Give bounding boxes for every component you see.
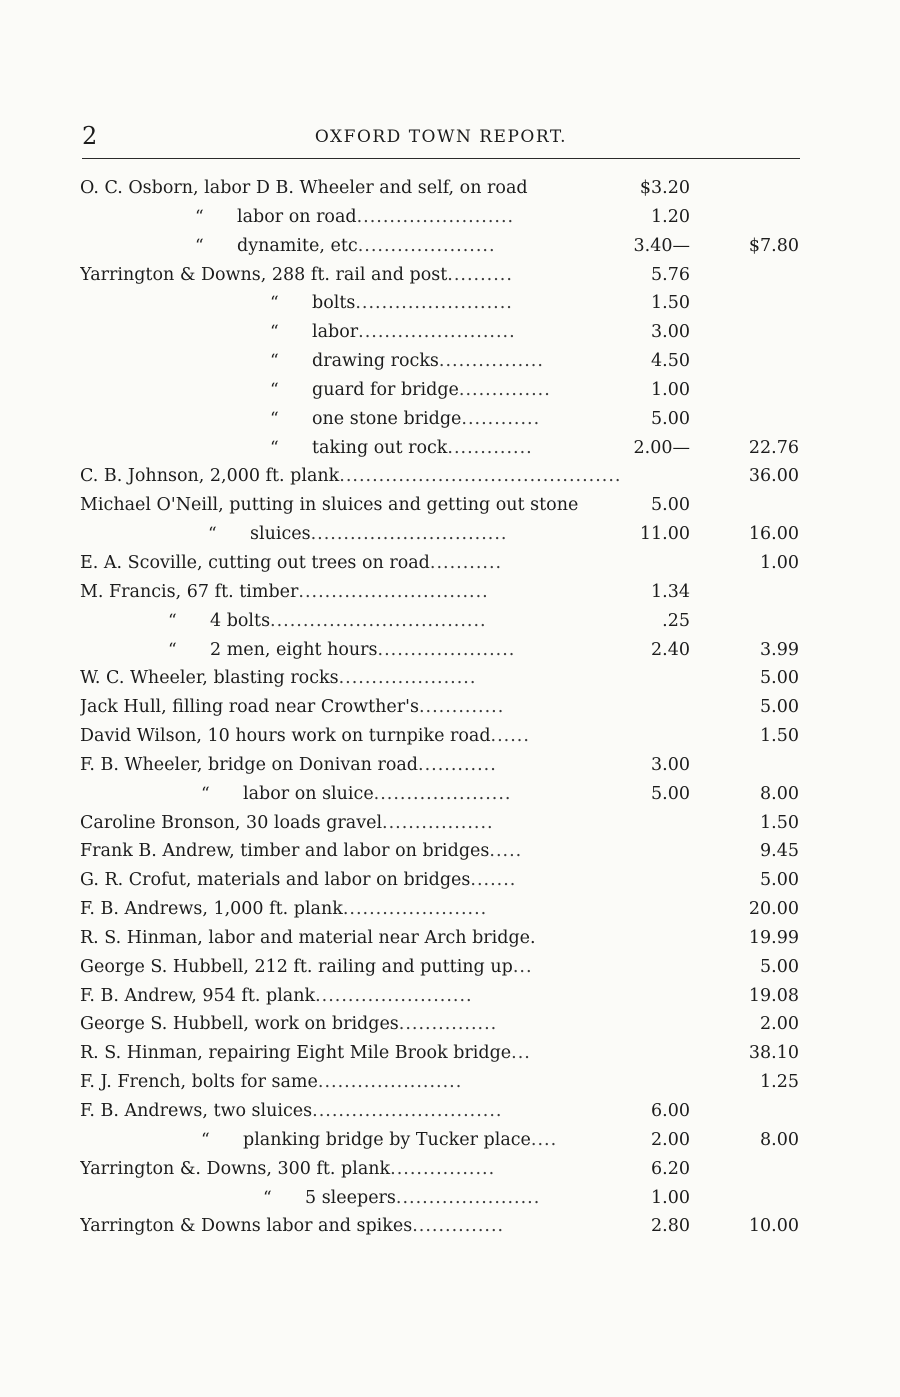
ditto-mark: “ [195, 206, 204, 227]
entry-text: 4 bolts [210, 610, 271, 631]
dot-leader: ....... [470, 870, 517, 891]
dot-leader: ................ [390, 1158, 496, 1179]
ledger-row [0, 953, 900, 982]
total-amount: 1.25 [760, 1072, 799, 1093]
item-amount: 1.00 [651, 379, 690, 400]
ditto-mark: “ [270, 408, 279, 429]
ditto-mark: “ [270, 351, 279, 372]
entry-description [80, 809, 494, 838]
entry-text: labor on sluice [243, 783, 374, 804]
item-amount: 2.80 [651, 1216, 690, 1237]
entry-description [80, 261, 513, 290]
entry-text: 2 men, eight hours [210, 639, 378, 660]
entry-description [312, 405, 540, 434]
ledger-row [0, 462, 900, 491]
total-amount: 2.00 [760, 1014, 799, 1035]
entry-text: Michael O'Neill, putting in sluices and getting out stone [80, 495, 579, 516]
entry-description [80, 866, 516, 895]
ledger-row [0, 982, 900, 1011]
item-amount: 11.00 [639, 524, 690, 545]
entry-text: Yarrington &. Downs, 300 ft. plank [80, 1158, 391, 1179]
entry-text: Frank B. Andrew, timber and labor on bridges [80, 841, 490, 862]
entry-text: planking bridge by Tucker place [243, 1129, 531, 1150]
dot-leader: ............ [461, 408, 541, 429]
entry-text: sluices [250, 524, 311, 545]
entry-description [80, 982, 473, 1011]
item-amount: 4.50 [651, 351, 690, 372]
dot-leader: ........................ [355, 293, 513, 314]
dot-leader: .... [530, 1129, 558, 1150]
header-rule [82, 158, 800, 159]
entry-description [80, 1212, 504, 1241]
entry-text: C. B. Johnson, 2,000 ft. plank [80, 466, 340, 487]
ledger-row [0, 924, 900, 953]
entry-text: Jack Hull, filling road near Crowther's [80, 697, 419, 718]
total-amount: 8.00 [760, 783, 799, 804]
item-amount: 1.20 [651, 206, 690, 227]
entry-description [80, 1039, 531, 1068]
ledger-row [0, 1068, 900, 1097]
total-amount: 19.99 [748, 927, 799, 948]
entry-text: one stone bridge [312, 408, 462, 429]
item-amount: 1.34 [651, 581, 690, 602]
ditto-mark: “ [201, 1129, 210, 1150]
ledger-row [0, 434, 900, 463]
entry-text: M. Francis, 67 ft. timber [80, 581, 299, 602]
item-amount: 1.50 [651, 293, 690, 314]
ledger-row [0, 261, 900, 290]
ledger-row [0, 232, 900, 261]
page-number: 2 [82, 122, 98, 150]
item-amount: 2.40 [651, 639, 690, 660]
ledger-row [0, 1212, 900, 1241]
total-amount: 10.00 [748, 1216, 799, 1237]
entry-text: W. C. Wheeler, blasting rocks [80, 668, 339, 689]
ledger-row [0, 809, 900, 838]
total-amount: 1.50 [760, 726, 799, 747]
dot-leader: ..... [489, 841, 523, 862]
entry-text: labor on road [237, 206, 357, 227]
entry-text: R. S. Hinman, repairing Eight Mile Brook bridge [80, 1043, 512, 1064]
entry-text: F. B. Andrews, two sluices [80, 1101, 313, 1121]
expense-ledger [0, 174, 900, 1241]
dot-leader: ........................ [356, 206, 515, 227]
entry-description [312, 376, 551, 405]
dot-leader: ...................... [395, 1187, 541, 1208]
entry-description [80, 924, 536, 953]
ditto-mark: “ [168, 610, 177, 631]
dot-leader: ..................... [338, 668, 477, 689]
item-amount: 5.00 [651, 408, 690, 429]
total-amount: 5.00 [760, 668, 799, 689]
item-amount: 3.00 [651, 754, 690, 775]
entry-description [80, 174, 528, 203]
dot-leader: ...................... [342, 899, 488, 920]
total-amount: 3.99 [760, 639, 799, 660]
item-amount: 6.20 [651, 1158, 690, 1179]
ditto-mark: “ [270, 437, 279, 458]
entry-description [243, 780, 512, 809]
dot-leader: ... [511, 1043, 531, 1064]
total-amount: 1.00 [760, 552, 799, 573]
ledger-row [0, 549, 900, 578]
ditto-mark: “ [201, 783, 210, 804]
entry-description [80, 549, 502, 578]
ditto-mark: “ [168, 639, 177, 660]
entry-description [210, 636, 515, 665]
ledger-row [0, 1126, 900, 1155]
total-amount: 38.10 [748, 1043, 799, 1064]
ledger-row [0, 376, 900, 405]
entry-text: R. S. Hinman, labor and material near Arch bridge. [80, 927, 536, 948]
dot-leader: ............................. [312, 1101, 503, 1121]
ledger-row [0, 895, 900, 924]
dot-leader: ................................. [270, 610, 487, 631]
dot-leader: ...... [490, 726, 530, 747]
dot-leader: ...................... [317, 1072, 463, 1093]
entry-text: Yarrington & Downs, 288 ft. rail and post [80, 264, 448, 285]
entry-text: labor [312, 322, 359, 343]
total-amount: 16.00 [748, 524, 799, 545]
dot-leader: ..................... [373, 783, 512, 804]
entry-description [210, 607, 487, 636]
ditto-mark: “ [270, 322, 279, 343]
ledger-row [0, 1097, 900, 1126]
dot-leader: .............. [458, 379, 551, 400]
item-amount: 3.00 [651, 322, 690, 343]
entry-description [80, 1097, 502, 1126]
ledger-row [0, 1039, 900, 1068]
ledger-row [0, 405, 900, 434]
entry-text: O. C. Osborn, labor D B. Wheeler and self, on road [80, 178, 528, 198]
total-amount: 9.45 [760, 841, 799, 862]
entry-text: George S. Hubbell, work on bridges [80, 1014, 399, 1035]
ledger-row [0, 289, 900, 318]
entry-description [80, 693, 504, 722]
entry-text: E. A. Scoville, cutting out trees on road [80, 552, 430, 573]
total-amount: 36.00 [748, 466, 799, 487]
dot-leader: .......... [447, 264, 513, 285]
entry-text: guard for bridge [312, 379, 459, 400]
dot-leader: .............................. [310, 524, 508, 545]
dot-leader: ........................ [315, 985, 473, 1006]
entry-text: F. B. Andrew, 954 ft. plank [80, 985, 316, 1006]
dot-leader: ........... [429, 552, 503, 573]
item-amount: 2.00— [633, 437, 690, 458]
entry-description [312, 434, 533, 463]
dot-leader: ... [512, 956, 533, 977]
entry-text: Caroline Bronson, 30 loads gravel [80, 812, 383, 833]
dot-leader: ..................... [377, 639, 516, 660]
dot-leader: ............... [398, 1014, 498, 1035]
entry-text: drawing rocks [312, 351, 439, 372]
dot-leader: ............. [418, 697, 505, 718]
entry-description [80, 491, 578, 520]
item-amount: 1.00 [651, 1187, 690, 1208]
entry-description [312, 318, 516, 347]
entry-text: F. B. Wheeler, bridge on Donivan road [80, 754, 419, 775]
dot-leader: ................. [382, 812, 494, 833]
entry-description [80, 953, 533, 982]
entry-text: F. B. Andrews, 1,000 ft. plank [80, 899, 343, 920]
dot-leader: ............................. [298, 581, 489, 602]
item-amount: 5.00 [651, 783, 690, 804]
total-amount: 19.08 [748, 985, 799, 1006]
ledger-row [0, 693, 900, 722]
ledger-row [0, 751, 900, 780]
ledger-row [0, 636, 900, 665]
ditto-mark: “ [195, 235, 204, 256]
ledger-row [0, 607, 900, 636]
ledger-row [0, 491, 900, 520]
entry-description [237, 232, 496, 261]
total-amount: 5.00 [760, 956, 799, 977]
ditto-mark: “ [270, 379, 279, 400]
item-amount: .25 [662, 610, 690, 631]
ledger-row [0, 520, 900, 549]
total-amount: 22.76 [748, 437, 799, 458]
entry-text: George S. Hubbell, 212 ft. railing and putting up [80, 956, 513, 977]
total-amount: 8.00 [760, 1129, 799, 1150]
dot-leader: ................ [438, 351, 544, 372]
ledger-row [0, 866, 900, 895]
entry-description [80, 722, 530, 751]
dot-leader: ............. [447, 437, 533, 458]
total-amount: 20.00 [748, 899, 799, 920]
entry-text: F. J. French, bolts for same [80, 1072, 318, 1093]
ledger-row [0, 1010, 900, 1039]
entry-description [237, 203, 514, 232]
entry-text: 5 sleepers [305, 1187, 396, 1208]
entry-description [80, 1010, 497, 1039]
ditto-mark: “ [263, 1187, 272, 1208]
entry-description [80, 462, 622, 491]
entry-description [80, 1155, 495, 1184]
item-amount: $3.20 [639, 178, 690, 198]
total-amount: 5.00 [760, 870, 799, 891]
dot-leader: ........................ [358, 322, 516, 343]
page-header [82, 118, 800, 152]
entry-description [250, 520, 507, 549]
running-title: OXFORD TOWN REPORT. [314, 127, 568, 147]
dot-leader: ..................... [357, 235, 496, 256]
dot-leader: ........................................... [339, 466, 622, 487]
item-amount: 5.76 [651, 264, 690, 285]
entry-description [80, 578, 489, 607]
entry-description [80, 895, 487, 924]
entry-description [243, 1126, 557, 1155]
ledger-row [0, 578, 900, 607]
item-amount: 6.00 [651, 1101, 690, 1121]
item-amount: 3.40— [633, 235, 690, 256]
ledger-row [0, 664, 900, 693]
entry-text: G. R. Crofut, materials and labor on bridges [80, 870, 471, 891]
total-amount: 1.50 [760, 812, 799, 833]
ledger-row [0, 780, 900, 809]
entry-text: bolts [312, 293, 356, 314]
ledger-row [0, 837, 900, 866]
entry-description [312, 347, 544, 376]
ledger-row [0, 318, 900, 347]
ledger-row [0, 203, 900, 232]
ledger-row [0, 174, 900, 203]
entry-description [80, 1068, 462, 1097]
entry-description [80, 751, 497, 780]
entry-description [305, 1184, 540, 1213]
dot-leader: ............ [418, 754, 497, 775]
ledger-row [0, 1155, 900, 1184]
entry-description [80, 664, 476, 693]
total-amount: 5.00 [760, 697, 799, 718]
ledger-row [0, 1184, 900, 1213]
item-amount: 5.00 [651, 495, 690, 516]
ditto-mark: “ [208, 524, 217, 545]
item-amount: 2.00 [651, 1129, 690, 1150]
entry-text: taking out rock [312, 437, 448, 458]
entry-description [312, 289, 513, 318]
ditto-mark: “ [270, 293, 279, 314]
ledger-row [0, 722, 900, 751]
dot-leader: .............. [412, 1216, 505, 1237]
entry-text: David Wilson, 10 hours work on turnpike road [80, 726, 491, 747]
total-amount: $7.80 [748, 235, 799, 256]
entry-description [80, 837, 522, 866]
entry-text: dynamite, etc [237, 235, 358, 256]
ledger-row [0, 347, 900, 376]
entry-text: Yarrington & Downs labor and spikes [80, 1216, 413, 1237]
